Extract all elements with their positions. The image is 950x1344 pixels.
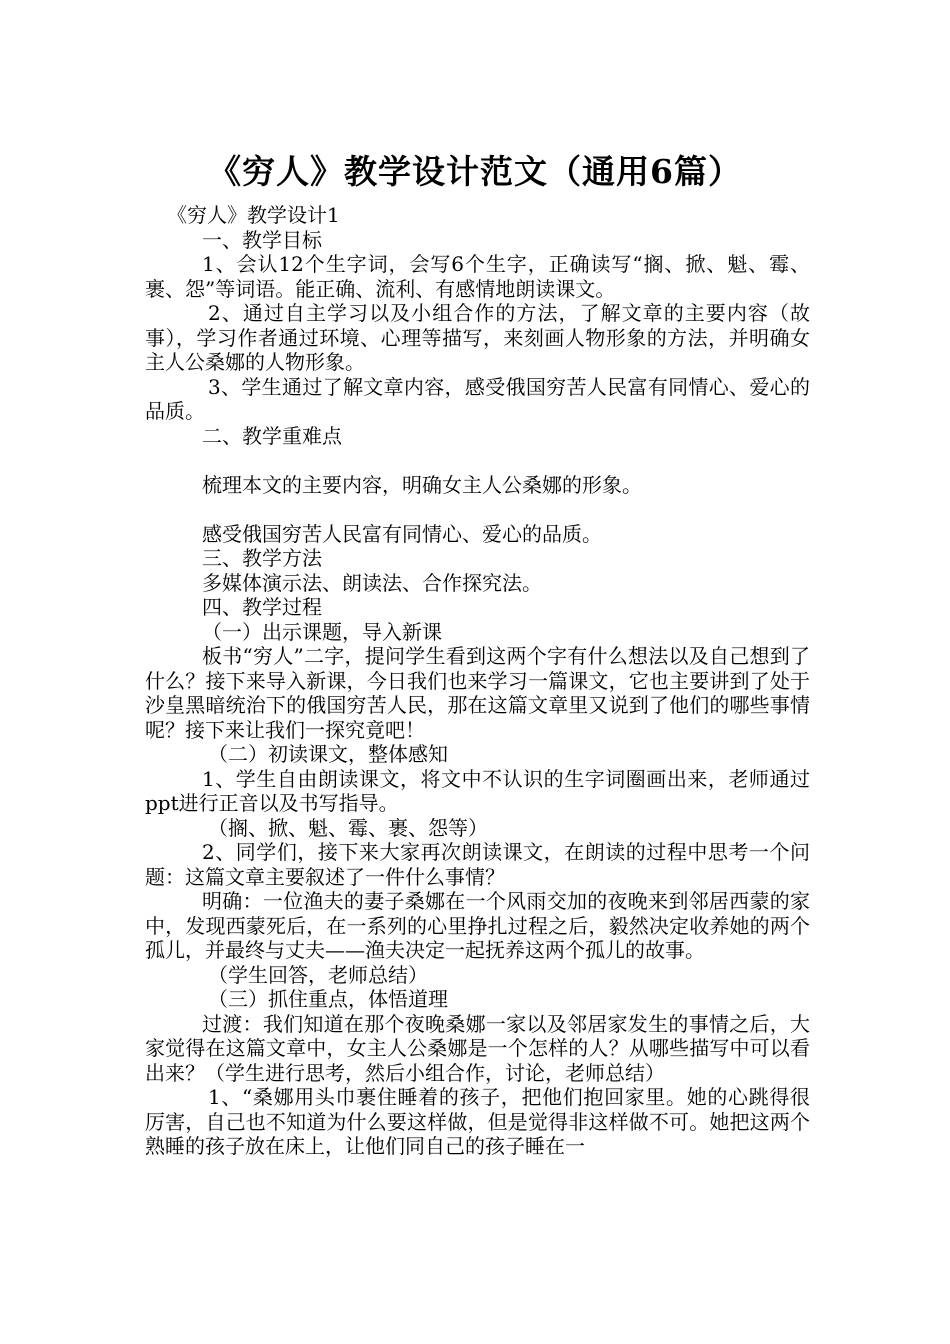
section-heading: 《穷人》教学设计1 <box>167 203 340 227</box>
paragraph: （搁、掀、魁、霉、裹、怨等） <box>208 815 488 840</box>
paragraph: 板书“穷人”二字，提问学生看到这两个字有什么想法以及自己想到了什么？接下来导入新课，今日我们也来学习一篇课文，它也主要讲到了处于沙皇黑暗统治下的俄国穷苦人民，那在这篇文章里又说到了他们的哪些事情呢？接下来让我们一探究竟吧！ <box>145 644 810 742</box>
heading-key-points: 二、教学重难点 <box>202 423 342 448</box>
paragraph: （学生回答，老师总结） <box>208 962 428 987</box>
paragraph: 过渡：我们知道在那个夜晚桑娜一家以及邻居家发生的事情之后，大家觉得在这篇文章中，女主人公桑娜是一个怎样的人？从哪些描写中可以看出来？（学生进行思考，然后小组合作，讨论，老师总结） <box>145 1011 810 1085</box>
page-title: 《穷人》教学设计范文（通用6篇） <box>208 152 742 192</box>
paragraph: 1、会认12个生字词，会写6个生字，正确读写“搁、掀、魁、霉、裹、怨”等词语。能正确、流利、有感情地朗读课文。 <box>145 252 810 301</box>
document-body <box>145 203 810 1159</box>
paragraph: 3、学生通过了解文章内容，感受俄国穷苦人民富有同情心、爱心的品质。 <box>145 374 810 423</box>
paragraph: 多媒体演示法、朗读法、合作探究法。 <box>202 570 542 595</box>
heading-process: 四、教学过程 <box>202 595 322 619</box>
paragraph: 1、“桑娜用头巾裹住睡着的孩子，把他们抱回家里。她的心跳得很厉害，自己也不知道为什么要这样做，但是觉得非这样做不可。她把这两个熟睡的孩子放在床上，让他们同自己的孩子睡在一 <box>145 1085 810 1158</box>
paragraph: 梳理本文的主要内容，明确女主人公桑娜的形象。 <box>202 472 642 497</box>
paragraph: 2、同学们，接下来大家再次朗读课文，在朗读的过程中思考一个问题：这篇文章主要叙述了一件什么事情？ <box>145 840 810 889</box>
heading-methods: 三、教学方法 <box>202 546 322 570</box>
paragraph: 1、学生自由朗读课文，将文中不认识的生字词圈画出来，老师通过ppt进行正音以及书写指导。 <box>145 766 810 815</box>
heading-objectives: 一、教学目标 <box>202 227 322 252</box>
subheading: （二）初读课文，整体感知 <box>208 742 448 766</box>
subheading: （一）出示课题，导入新课 <box>202 619 442 644</box>
paragraph: 明确：一位渔夫的妻子桑娜在一个风雨交加的夜晚来到邻居西蒙的家中，发现西蒙死后，在一系列的心里挣扎过程之后，毅然决定收养她的两个孤儿，并最终与丈夫——渔夫决定一起抚养这两个孤儿的故事。 <box>145 889 810 962</box>
paragraph: 2、通过自主学习以及小组合作的方法，了解文章的主要内容（故事），学习作者通过环境、心理等描写，来刻画人物形象的方法，并明确女主人公桑娜的人物形象。 <box>145 301 810 374</box>
subheading: （三）抓住重点，体悟道理 <box>208 987 448 1011</box>
paragraph: 感受俄国穷苦人民富有同情心、爱心的品质。 <box>202 521 602 546</box>
